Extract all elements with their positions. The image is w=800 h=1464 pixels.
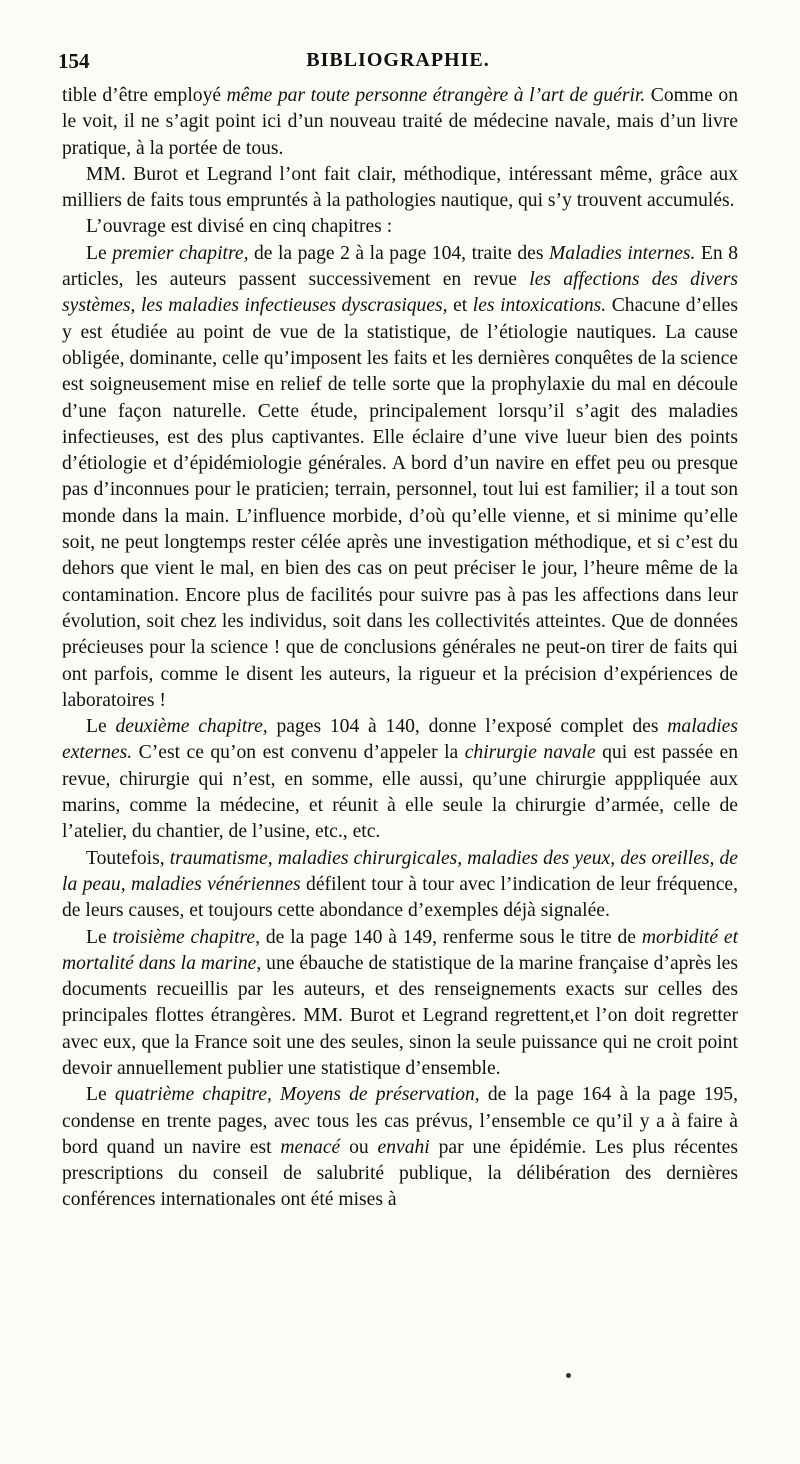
text-run: MM. Burot et Legrand l’ont fait clair, méthodique, intéressant même, grâce aux milliers de faits tous empruntés à la pathologies nautique, qui s’y trouvent accumulés. <box>62 163 738 212</box>
paragraph <box>62 214 738 240</box>
text-run: En 8 articles, les auteurs passent successivement en revue <box>62 242 738 291</box>
italic-text: envahi <box>377 1136 430 1158</box>
text-run: Chacune d’elles y est étudiée au point de vue de la statistique, de l’étiologie nautiques. La cause obligée, dominante, celle qu’imposent les faits et les dernières conquêtes de la science est soigneusement mise en relief de telle sorte que la prophylaxie du mal en découle d’une façon naturelle. Cette étude, principalement lorsqu’il s’agit des maladies infectieuses, est des plus captivantes. Elle éclaire d’une vive lueur bien des points d’étiologie et d’épidémiologie générales. A bord d’un navire en effet peu ou presque pas d’inconnues pour le praticien; terrain, personnel, tout lui est familier; il a tout son monde dans la main. L’influence morbide, d’où qu’elle vienne, et si minime qu’elle soit, ne peut longtemps rester célée après une investigation méthodique, et si c’est du dehors que vient le mal, en bien des cas on peut préciser le jour, l’heure même de la contamination. Encore plus de facilités pour suivre pas à pas les affections dans leur évolution, soit chez les individus, soit dans les collectivités atteintes. Que de données précieuses pour la science ! que de conclusions générales ne peut-on tirer de faits qui ont parfois, comme le disent les auteurs, la rigueur et la précision d’expériences de laboratoires ! <box>62 295 739 711</box>
paragraph <box>62 241 738 714</box>
page-number: 154 <box>58 49 90 73</box>
text-run: C’est ce qu’on est convenu d’appeler la <box>132 742 465 764</box>
text-run: pages 104 à 140, donne l’exposé complet des <box>267 716 668 738</box>
paragraph <box>62 162 738 215</box>
text-run: Le <box>86 242 113 264</box>
text-run: de la page 140 à 149, renferme sous le titre de <box>260 926 642 948</box>
italic-text: premier chapitre, <box>112 242 249 264</box>
text-run: et <box>447 295 473 317</box>
text-run: Le <box>86 716 116 738</box>
text-run: Comme on le voit, il ne s’agit point ici d’un nouveau traité de médecine navale, mais d’un livre pratique, à la portée de tous. <box>62 85 738 159</box>
paragraph <box>62 1082 738 1213</box>
text-run: Le <box>86 926 113 948</box>
text-run: Le <box>86 1084 115 1106</box>
italic-text: quatrième chapitre, Moyens de préservation, <box>114 1084 480 1106</box>
paragraph <box>62 925 738 1083</box>
text-run: qui est passée en revue, chirurgie qui n’est, en somme, elle aussi, qu’une chirurgie apppliquée aux marins, comme la médecine, et réunit à elle seule la chirurgie d’armée, celle de l’atelier, du chantier, de l’usine, etc., etc. <box>62 742 738 843</box>
body-text <box>62 83 738 1214</box>
italic-text: menacé <box>280 1136 341 1158</box>
italic-text: troisième chapitre, <box>112 926 261 948</box>
italic-text: les affections des divers systèmes, les maladies infectieuses dyscrasiques, <box>62 269 738 317</box>
paragraph <box>62 83 738 162</box>
italic-text: morbidité et mortalité dans la marine, <box>62 926 739 974</box>
italic-text: même par toute personne étrangère à l’art de guérir. <box>226 85 646 106</box>
italic-text: deuxième chapitre, <box>115 716 268 738</box>
text-run: L’ouvrage est divisé en cinq chapitres : <box>86 216 393 238</box>
text-run: de la page 164 à la page 195, condense en trente pages, avec tous les cas prévus, l’ensemble ce qu’il y a à faire à bord quand un navire est <box>62 1084 739 1158</box>
page-header <box>58 49 738 75</box>
text-run: tible d’être employé <box>62 85 227 106</box>
italic-text: maladies externes. <box>62 716 738 764</box>
text-run: de la page 2 à la page 104, traite des <box>248 242 549 264</box>
ink-speck <box>566 1373 571 1378</box>
paragraph <box>62 714 738 845</box>
text-run: ou <box>340 1136 378 1158</box>
paragraph <box>62 846 738 925</box>
text-run: une ébauche de statistique de la marine française d’après les documents recueillis par les auteurs, et des renseignements exacts sur celles des principales flottes étrangères. MM. Burot et Legrand regrettent,et l’on doit regretter avec eux, que la France soit une des seules, sinon la seule puissance qui ne croit point devoir annuellement publier une statistique d’ensemble. <box>62 952 738 1079</box>
italic-text: Maladies internes. <box>548 242 696 264</box>
running-title: BIBLIOGRAPHIE. <box>306 49 490 71</box>
text-run: Toutefois, <box>86 847 170 869</box>
italic-text: chirurgie navale <box>464 742 596 764</box>
italic-text: les intoxications. <box>472 295 607 317</box>
text-run: par une épidémie. Les plus récentes prescriptions du conseil de salubrité publique, la délibération des dernières conférences internationales ont été mises à <box>62 1136 739 1211</box>
text-run: défilent tour à tour avec l’indication de leur fréquence, de leurs causes, et toujours cette abondance d’exemples déjà signalée. <box>62 873 738 922</box>
italic-text: traumatisme, maladies chirurgicales, maladies des yeux, des oreilles, de la peau, maladies vénériennes <box>62 847 738 895</box>
